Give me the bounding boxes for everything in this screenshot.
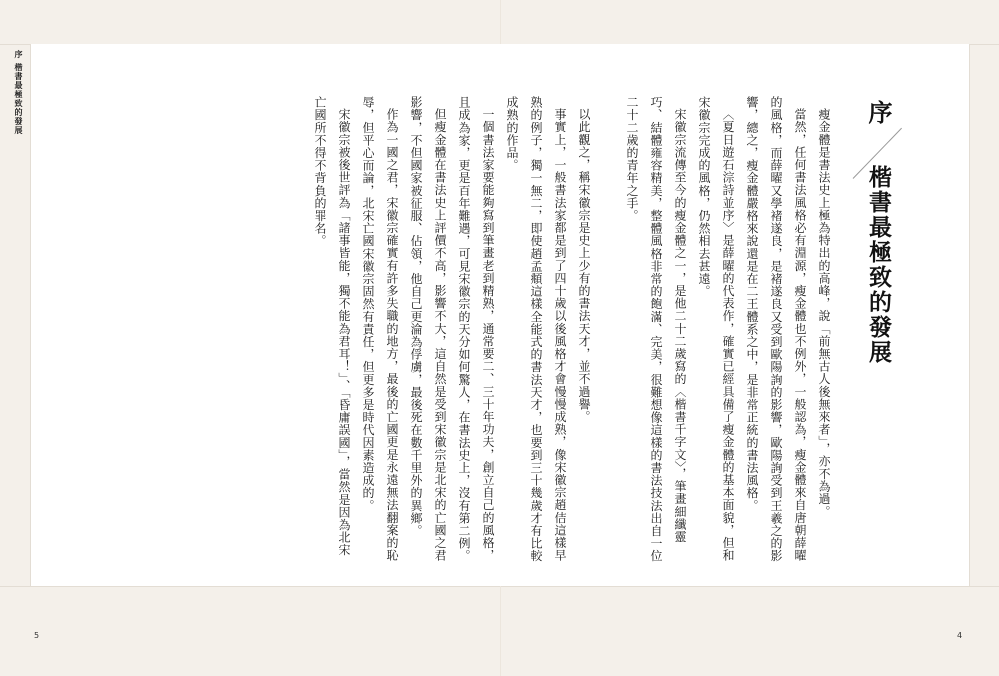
paragraph: 宋徽宗被後世評為「諸事皆能，獨不能為君耳！」、「昏庸誤國」，當然是因為北宋亡國所不得不背負的罪名。 [313, 96, 351, 557]
page-number-right: 4 [957, 631, 963, 640]
paragraph: 事實上，一般書法家都是到了四十歲以後風格才會慢慢成熟，像宋徽宗趙佶這樣早熟的例子，獨一無二，即使趙孟頫這樣全能式的書法天才，也要到三十幾歲才有比較成熟的作品。 [505, 96, 567, 563]
page-number-left: 5 [34, 631, 40, 640]
paragraph: 作為一國之君，宋徽宗確實有許多失職的地方，最後的亡國更是永遠無法翻案的恥辱，但平心而論，北宋亡國宋徽宗固然有責任，但更多是時代因素造成的。 [361, 96, 399, 562]
paragraph: 以此觀之，稱宋徽宗是史上少有的書法天才，並不過譽。 [577, 108, 591, 423]
running-head: 序 楷書最極致的發展 [14, 50, 23, 135]
paragraph: 當然，任何書法風格必有淵源，瘦金體也不例外，一般認為，瘦金體來自唐朝薛曜的風格，而薛曜又學褚遂良，是褚遂良又受到歐陽詢的影響，歐陽詢受到王羲之的影響，總之，瘦金體嚴格來說還是在二王體系之中，是非常正統的書法風格。 [745, 96, 807, 563]
paragraph: 〈夏日遊石淙詩並序〉是薛曜的代表作，確實已經具備了瘦金體的基本面貌，但和宋徽宗完成的風格，仍然相去甚遠。 [697, 96, 735, 562]
chapter-title: 序 [864, 100, 893, 127]
body-text [86, 96, 836, 566]
chapter-subtitle: 楷書最極致的發展 [865, 165, 892, 365]
paragraph: 一個書法家要能夠寫到筆畫老到精熟，通常要二、三十年功夫，創立自己的風格，且成為家，更是百年難遇，可見宋徽宗的天分如何驚人，在書法史上，沒有第二例。 [457, 96, 495, 563]
paragraph-gap [596, 96, 620, 566]
paragraph: 但瘦金體在書法史上評價不高，影響不大，這自然是受到宋徽宗是北宋的亡國之君影響，不但國家被征服、佔領，他自己更淪為俘虜，最後死在數千里外的異鄉。 [409, 96, 447, 562]
paragraph: 瘦金體是書法史上極為特出的高峰，說「前無古人後無來者」，亦不為過。 [817, 108, 831, 518]
paragraph: 宋徽宗流傳至今的瘦金體之一，是他二十二歲寫的〈楷書千字文〉，筆畫細纖靈巧、結體雍容精美，整體風格非常的飽滿、完美，很難想像這樣的書法技法出自一位二十二歲的青年之手。 [625, 96, 687, 563]
